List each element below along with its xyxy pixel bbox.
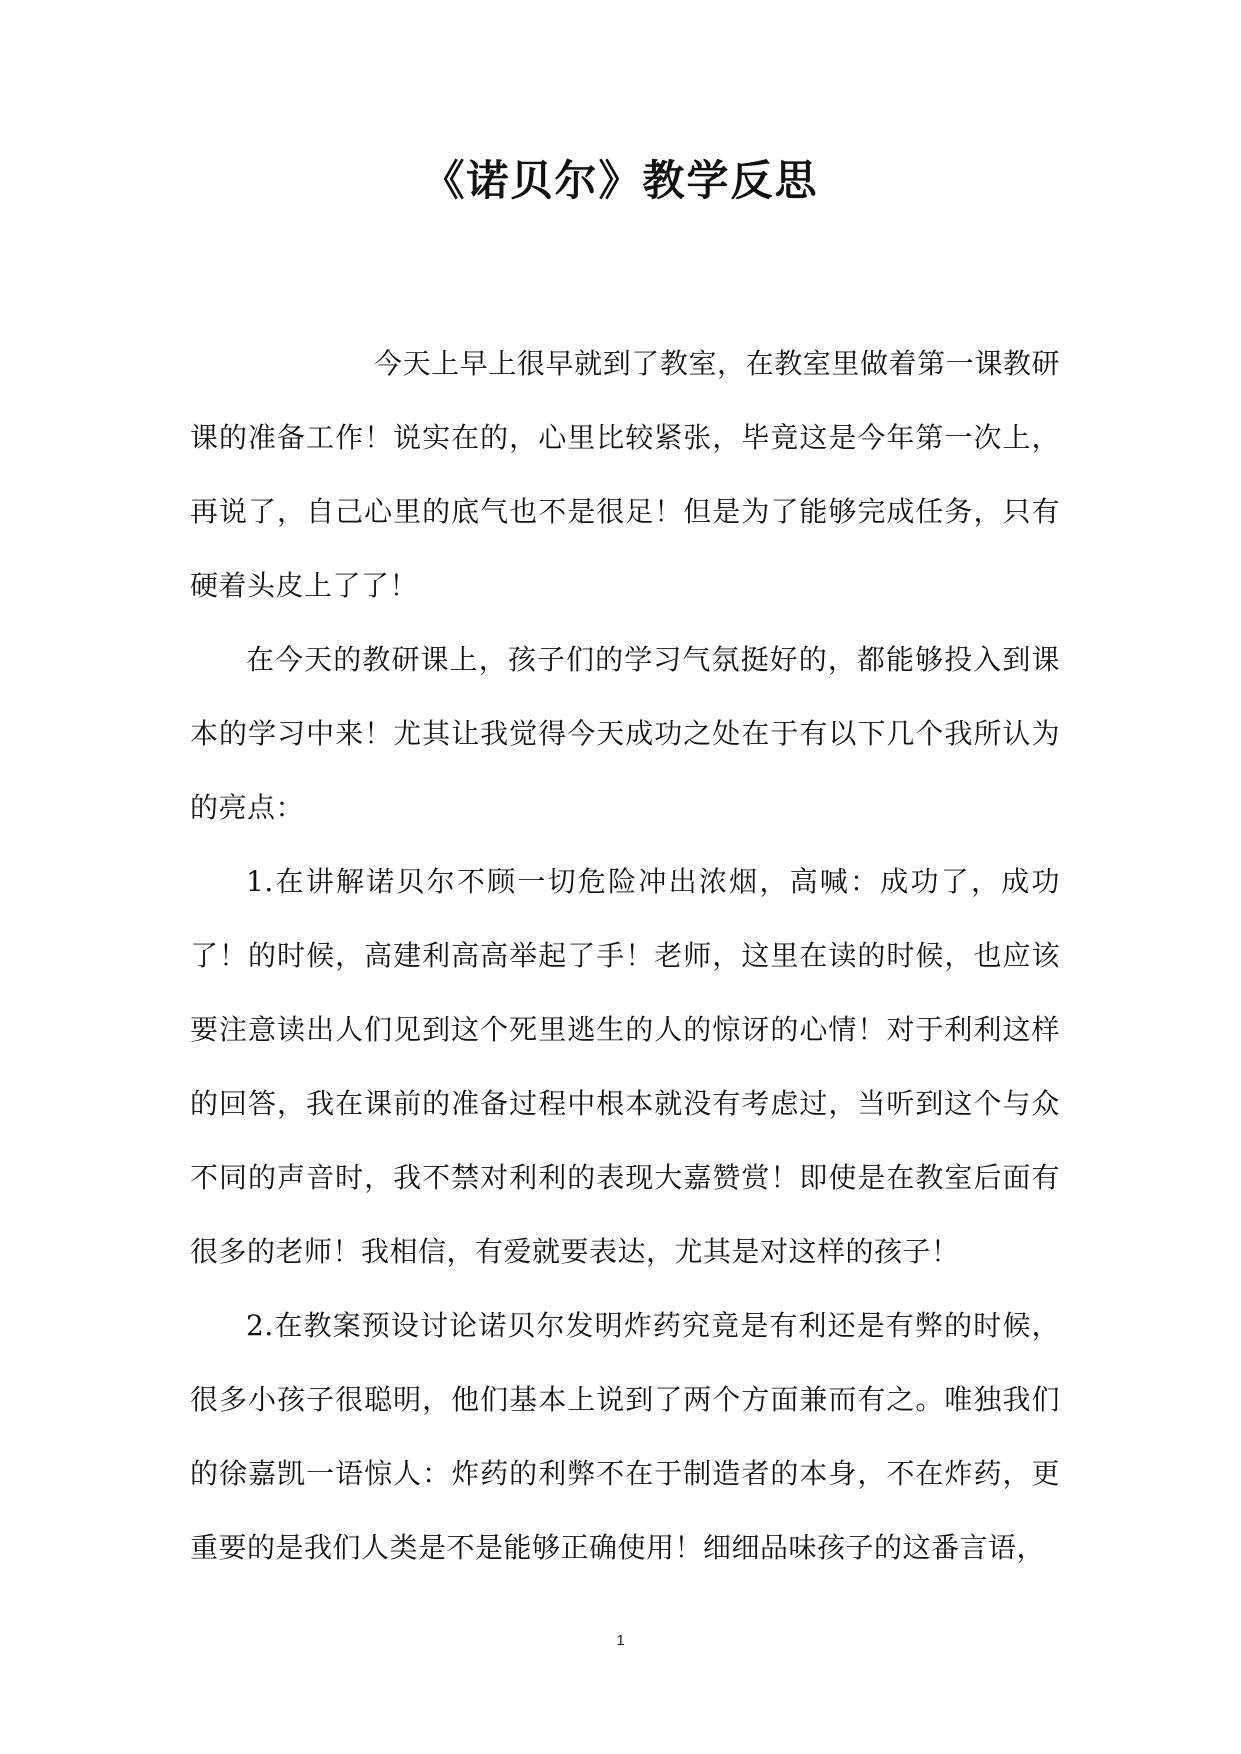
page-number: 1	[616, 1632, 625, 1649]
paragraph-highlight-2: 2.在教案预设讨论诺贝尔发明炸药究竟是有利还是有弊的时候，很多小孩子很聪明，他们基本上说到了两个方面兼而有之。唯独我们的徐嘉凯一语惊人：炸药的利弊不在于制造者的本身，不在炸药，更重要的是我们人类是不是能够正确使用！细细品味孩子的这番言语，	[190, 1309, 1060, 1564]
paragraph-highlights-intro: 在今天的教研课上，孩子们的学习气氛挺好的，都能够投入到课本的学习中来！尤其让我觉得今天成功之处在于有以下几个我所认为的亮点：	[190, 643, 1060, 824]
document-title: 《诺贝尔》教学反思	[422, 156, 819, 205]
document-body	[190, 327, 1060, 1585]
paragraph-intro: 今天上早上很早就到了教室，在教室里做着第一课教研课的准备工作！说实在的，心里比较紧张，毕竟这是今年第一次上，再说了，自己心里的底气也不是很足！但是为了能够完成任务，只有硬着头皮上了了！	[190, 347, 1060, 602]
paragraph-highlight-1: 1.在讲解诺贝尔不顾一切危险冲出浓烟，高喊：成功了，成功了！的时候，高建利高高举起了手！老师，这里在读的时候，也应该要注意读出人们见到这个死里逃生的人的惊讶的心情！对于利利这样的回答，我在课前的准备过程中根本就没有考虑过，当听到这个与众不同的声音时，我不禁对利利的表现大嘉赞赏！即使是在教室后面有很多的老师！我相信，有爱就要表达，尤其是对这样的孩子！	[190, 865, 1060, 1268]
